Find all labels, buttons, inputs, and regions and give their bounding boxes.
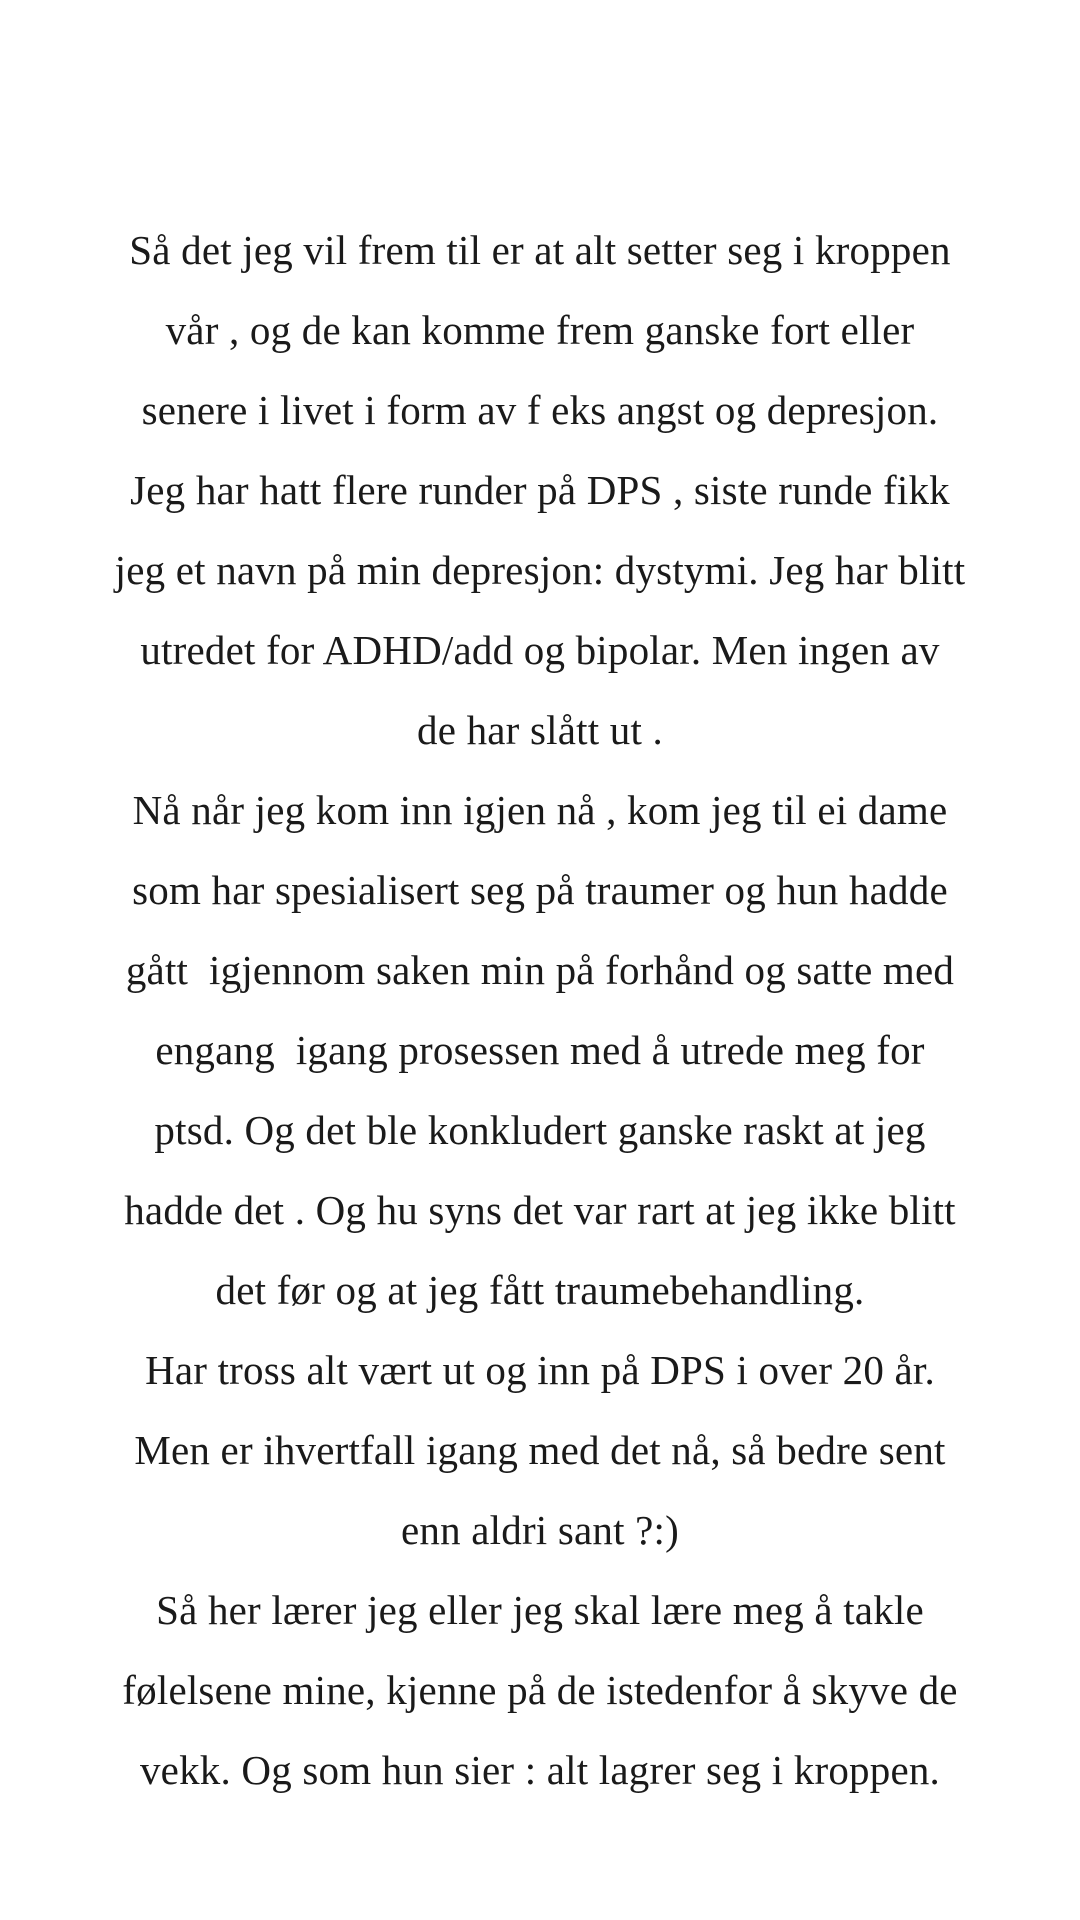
story-line: Men er ihvertfall igang med det nå, så bedre sent	[134, 1427, 946, 1473]
story-line: de har slått ut .	[417, 707, 663, 753]
story-line: det før og at jeg fått traumebehandling.	[215, 1267, 865, 1313]
story-text	[0, 210, 1080, 1810]
story-line: Jeg har hatt flere runder på DPS , siste runde fikk	[130, 467, 950, 513]
story-line: gått igjennom saken min på forhånd og satte med	[125, 947, 955, 993]
story-line: hadde det . Og hu syns det var rart at jeg ikke blitt	[124, 1187, 956, 1233]
story-line: Så her lærer jeg eller jeg skal lære meg å takle	[156, 1587, 924, 1633]
story-line: vekk. Og som hun sier : alt lagrer seg i kroppen.	[139, 1747, 940, 1793]
story-line: utredet for ADHD/add og bipolar. Men ingen av	[140, 627, 940, 673]
story-line: Så det jeg vil frem til er at alt setter seg i kroppen	[129, 227, 951, 273]
story-line: engang igang prosessen med å utrede meg for	[155, 1027, 925, 1073]
story-line: Nå når jeg kom inn igjen nå , kom jeg til ei dame	[132, 787, 948, 833]
story-line: senere i livet i form av f eks angst og depresjon.	[141, 387, 939, 433]
story-line: ptsd. Og det ble konkludert ganske raskt at jeg	[154, 1107, 926, 1153]
story-line: følelsene mine, kjenne på de istedenfor å skyve de	[122, 1667, 958, 1713]
story-line: enn aldri sant ?:)	[401, 1507, 679, 1553]
story-line: jeg et navn på min depresjon: dystymi. Jeg har blitt	[114, 547, 966, 593]
story-line: Har tross alt vært ut og inn på DPS i over 20 år.	[145, 1347, 935, 1393]
story-line: vår , og de kan komme frem ganske fort eller	[165, 307, 915, 353]
story-line: som har spesialisert seg på traumer og hun hadde	[132, 867, 948, 913]
